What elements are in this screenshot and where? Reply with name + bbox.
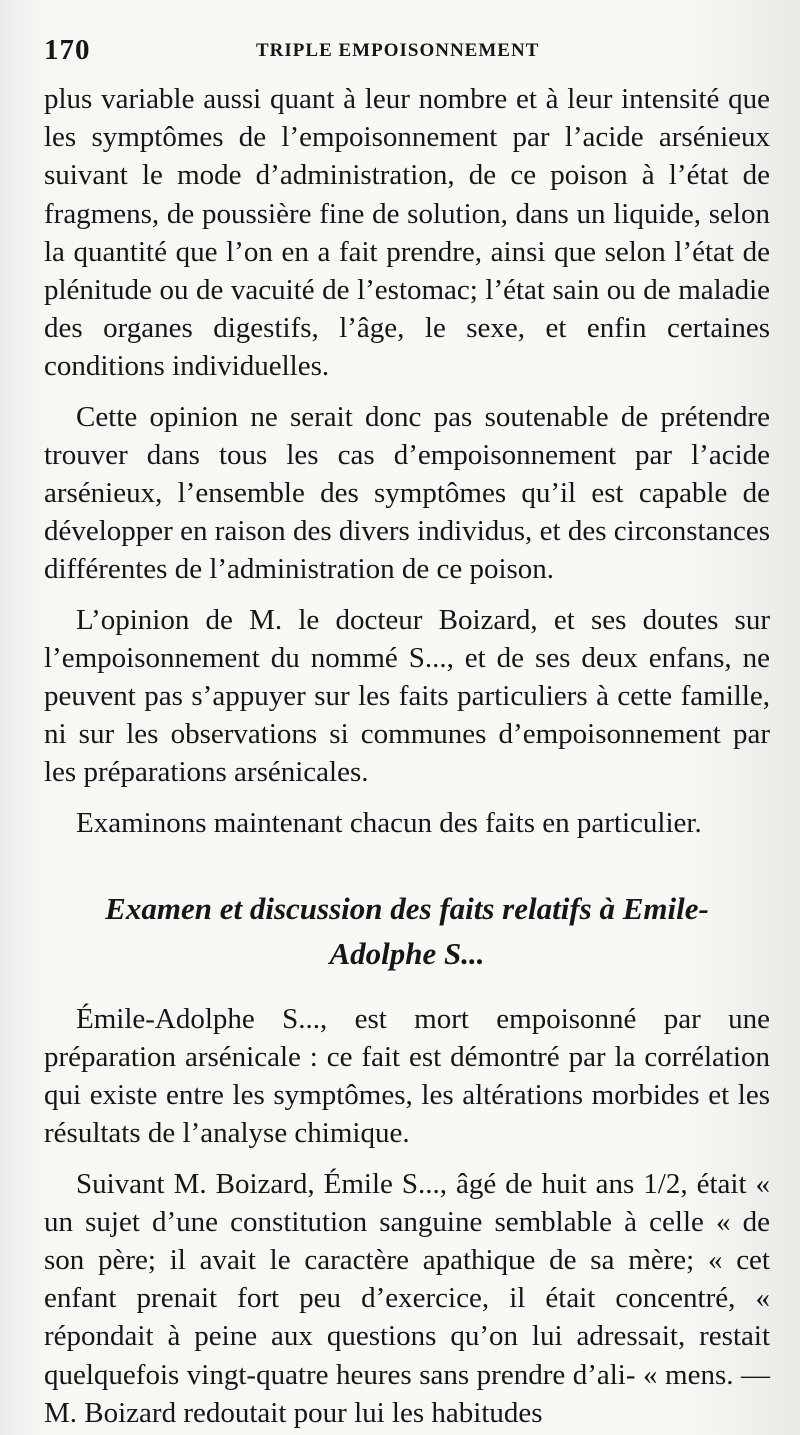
paragraph-spacer [44, 1153, 770, 1165]
paragraph-spacer [44, 792, 770, 804]
section-title-line-1: Examen et discussion des faits relatifs à Emile- [105, 890, 709, 926]
section-title-line-2: Adolphe S... [329, 935, 485, 971]
paragraph-1: plus variable aussi quant à leur nombre et à leur intensité que les symptômes de l’empoisonnement par l’acide arsénieux suivant le mode d’administration, de ce poison à l’état de fragmens, de poussière fine de solution, dans un liquide, selon la quantité que l’on en a fait prendre, ainsi que selon l’état de plénitude ou de vacuité de l’estomac; l’état sain ou de maladie des organes digestifs, l’âge, le sexe, et enfin certaines conditions individuelles. [44, 83, 770, 383]
paragraph-4: Examinons maintenant chacun des faits en particulier. [76, 806, 702, 839]
paragraph-3: L’opinion de M. le docteur Boizard, et ses doutes sur l’empoisonnement du nommé S..., et de ses deux enfans, ne peuvent pas s’appuyer sur les faits particuliers à cette famille, ni sur les observations si communes d’empoisonnement par les préparations arsénicales. [44, 603, 770, 789]
paragraph-6: Suivant M. Boizard, Émile S..., âgé de huit ans 1/2, était « un sujet d’une constitution sanguine semblable à celle « de son père; il avait le caractère apathique de sa mère; « cet enfant prenait fort peu d’exercice, il était concentré, « répondait à peine aux questions qu’on lui adressait, restait quelquefois vingt-quatre heures sans prendre d’ali- « mens. — M. Boizard redoutait pour lui les habitudes [44, 1167, 770, 1429]
body-text [44, 80, 770, 1432]
page-header [44, 34, 760, 74]
paragraph-2: Cette opinion ne serait donc pas soutenable de prétendre trouver dans tous les cas d’empoisonnement par l’acide arsénieux, l’ensemble des symptômes qu’il est capable de développer en raison des divers individus, et des circonstances différentes de l’administration de ce poison. [44, 400, 770, 586]
running-title: TRIPLE EMPOISONNEMENT [256, 40, 540, 61]
paragraph-5: Émile-Adolphe S..., est mort empoisonné par une préparation arsénicale : ce fait est démontré par la corrélation qui existe entre les symptômes, les altérations morbides et les résultats de l’analyse chimique. [44, 1002, 770, 1150]
page-number: 170 [44, 34, 91, 66]
section-title [44, 886, 770, 976]
paragraph-spacer [44, 386, 770, 398]
paragraph-spacer [44, 589, 770, 601]
